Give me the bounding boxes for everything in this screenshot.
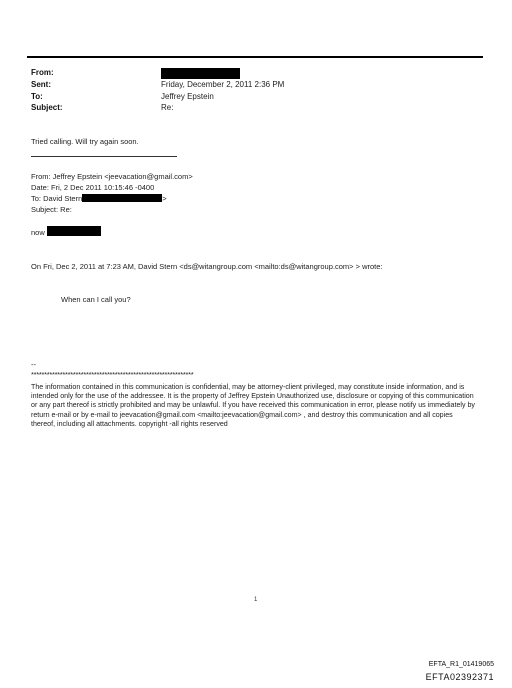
sent-value: Friday, December 2, 2011 2:36 PM [161, 80, 285, 89]
sent-label: Sent: [31, 80, 51, 89]
quoted-body-prefix: now [31, 228, 45, 237]
reply-text: Tried calling. Will try again soon. [31, 137, 139, 146]
disclaimer-text: The information contained in this communication is confidential, may be attorney-client privileged, may constitute inside information, and is intended only for the use of the addressee. It is the property of Jeffrey Epstein Unauthorized use, disclosure or copying of this communication or any part thereof is strictly prohibited and may be unlawful. If you have received this communication in error, please notify us immediately by return e-mail or by e-mail to jeevacation@gmail.com <mailto:jeevacation@gmail.com> , and destroy this communication and all copies thereof, including all attachments. copyright -all rights reserved [31, 383, 475, 428]
quoted-from-line: From: Jeffrey Epstein <jeevacation@gmail.com> [31, 172, 193, 181]
quoted-date-line: Date: Fri, 2 Dec 2011 10:15:46 -0400 [31, 183, 155, 192]
page-number: 1 [254, 597, 258, 603]
subject-label: Subject: [31, 103, 63, 112]
bates-number-2: EFTA02392371 [425, 672, 494, 682]
from-redaction [161, 68, 240, 79]
from-label: From: [31, 68, 54, 77]
quoted-subject-line: Subject: Re: [31, 205, 72, 214]
quoted-to-suffix: > [162, 194, 167, 203]
quoted-question: When can I call you? [61, 295, 131, 304]
to-value: Jeffrey Epstein [161, 92, 214, 101]
to-redaction [82, 194, 162, 202]
quoted-to-line [31, 194, 167, 203]
quoted-to-prefix: To: David Stern [31, 194, 83, 203]
header-rule [27, 56, 483, 58]
signature-dashes: -- [31, 360, 36, 369]
to-label: To: [31, 92, 43, 101]
signature-stars: ************************************************************** [31, 370, 194, 379]
quote-separator [31, 156, 177, 157]
bates-number-1: EFTA_R1_01419065 [428, 661, 494, 668]
subject-value: Re: [161, 103, 174, 112]
wrote-line: On Fri, Dec 2, 2011 at 7:23 AM, David Stern <ds@witangroup.com <mailto:ds@witangroup.com> > wrote: [31, 262, 383, 271]
body-redaction [47, 226, 101, 236]
